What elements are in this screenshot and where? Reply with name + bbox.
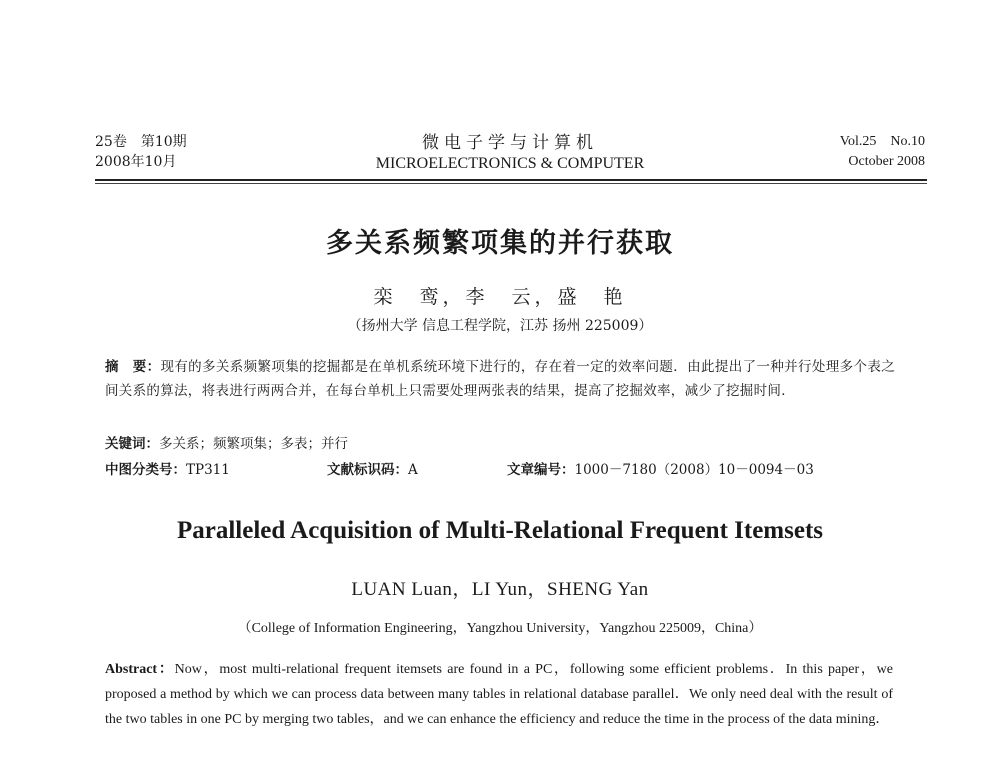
authors-en: LUAN Luan，LI Yun，SHENG Yan bbox=[351, 579, 649, 600]
volume-issue-cn: 25卷 第10期 bbox=[95, 134, 187, 150]
header-divider-thick bbox=[95, 179, 927, 181]
article-number bbox=[507, 458, 814, 482]
abstract-text-en: Now，most multi-relational frequent itemsets are found in a PC，following some efficient problems．In this paper，we proposed a method by which we can process data between many tables in relational database parallel．We only need deal with the result of the two tables in one PC by merging two tables，and we can enhance the efficiency and reduce the time in the process of the data mining． bbox=[105, 662, 893, 727]
clc-number bbox=[105, 458, 230, 482]
authors-cn: 栾 鸾，李 云，盛 艳 bbox=[373, 286, 627, 308]
journal-header bbox=[95, 132, 925, 178]
abstract-label-cn: 摘 要： bbox=[105, 359, 161, 375]
volume-issue-en: Vol.25 No.10 bbox=[839, 134, 925, 149]
header-right bbox=[840, 132, 925, 172]
clc-value: TP311 bbox=[186, 462, 230, 478]
article-number-label: 文章编号： bbox=[507, 462, 575, 478]
classification-line bbox=[105, 458, 895, 482]
date-cn: 2008年10月 bbox=[95, 154, 177, 170]
affiliation-en: （College of Information Engineering，Yangzhou University，Yangzhou 225009，China） bbox=[237, 621, 763, 636]
header-center bbox=[310, 132, 710, 174]
document-code bbox=[327, 458, 418, 482]
document-code-value: A bbox=[408, 462, 418, 478]
date-en: October 2008 bbox=[848, 154, 925, 169]
article-number-value: 1000－7180（2008）10－0094－03 bbox=[574, 462, 814, 478]
keywords-label-cn: 关键词： bbox=[105, 436, 159, 452]
journal-name-en: MICROELECTRONICS & COMPUTER bbox=[375, 155, 645, 172]
abstract-text-cn: 现有的多关系频繁项集的挖掘都是在单机系统环境下进行的，存在着一定的效率问题．由此提出了一种并行处理多个表之间关系的算法，将表进行两两合并，在每台单机上只需要处理两张表的结果，提高了挖掘效率，减少了挖掘时间． bbox=[105, 359, 895, 399]
paper-title-cn: 多关系频繁项集的并行获取 bbox=[326, 228, 674, 259]
abstract-en bbox=[105, 657, 893, 732]
paper-title-en: Paralleled Acquisition of Multi-Relational Frequent Itemsets bbox=[176, 517, 823, 544]
abstract-cn bbox=[105, 355, 895, 403]
header-divider-thin bbox=[95, 183, 927, 184]
abstract-label-en: Abstract： bbox=[105, 662, 175, 677]
affiliation-cn: （扬州大学 信息工程学院，江苏 扬州 225009） bbox=[347, 318, 653, 334]
header-left bbox=[95, 132, 187, 172]
clc-label: 中图分类号： bbox=[105, 462, 186, 478]
keywords-cn bbox=[105, 432, 895, 456]
journal-name-cn: 微电子学与计算机 bbox=[422, 133, 598, 153]
document-code-label: 文献标识码： bbox=[327, 462, 408, 478]
keywords-text-cn: 多关系；频繁项集；多表；并行 bbox=[159, 436, 348, 452]
